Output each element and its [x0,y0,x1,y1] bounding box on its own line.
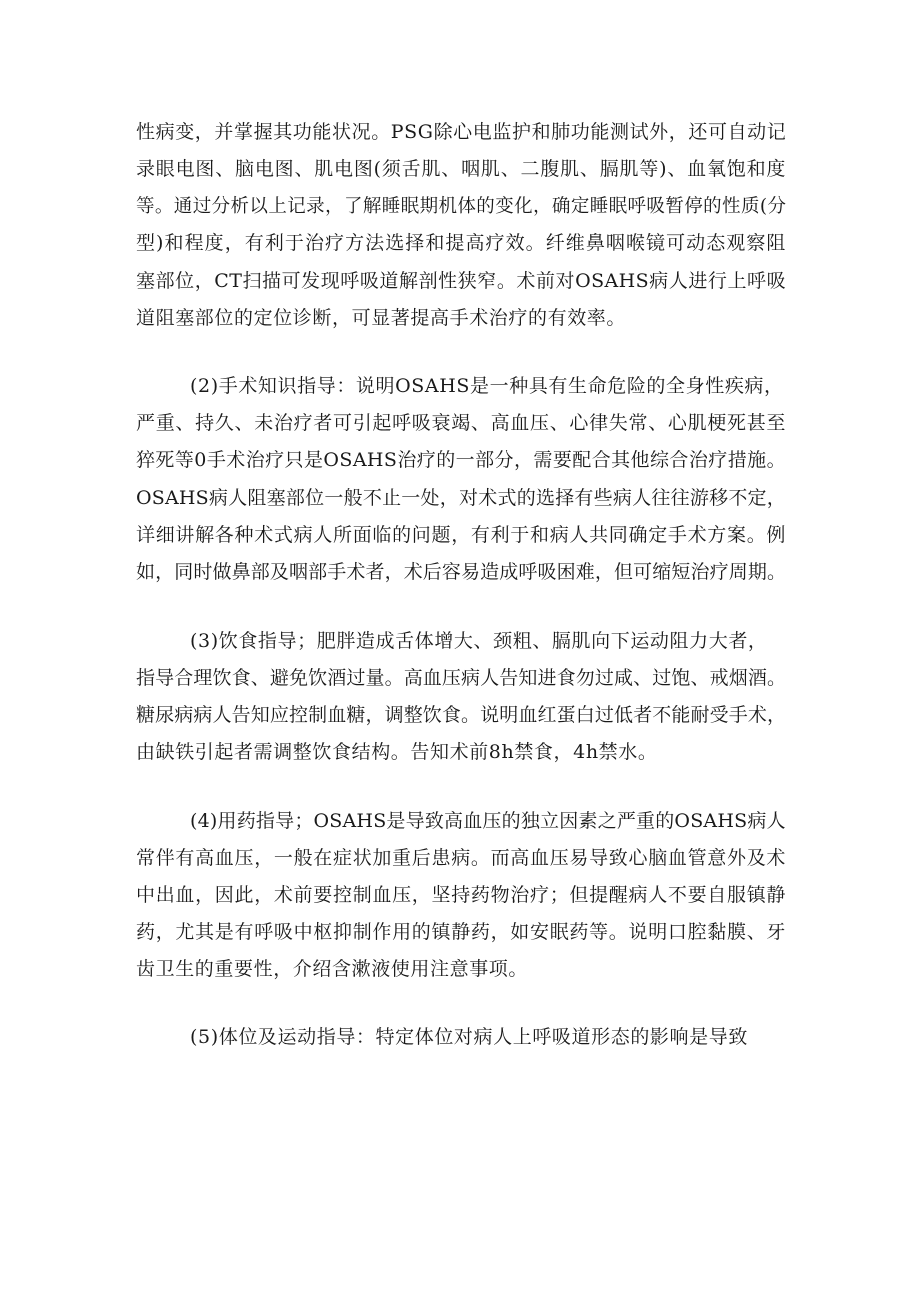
text-line: 齿卫生的重要性，介绍含漱液使用注意事项。 [136,958,529,981]
text-line: (4)用药指导；OSAHS是导致高血压的独立因素之严重的OSAHS病人 [190,810,786,833]
text-line: 录眼电图、脑电图、肌电图(须舌肌、咽肌、二腹肌、膈肌等)、血氧饱和度 [136,158,786,181]
text-line: 型)和程度，有利于治疗方法选择和提高疗效。纤维鼻咽喉镜可动态观察阻 [136,232,786,255]
text-line: (3)饮食指导；肥胖造成舌体增大、颈粗、膈肌向下运动阻力大者， [190,630,768,653]
text-line: 等。通过分析以上记录，了解睡眠期机体的变化，确定睡眠呼吸暂停的性质(分 [136,196,786,218]
text-line: 指导合理饮食、避免饮酒过量。高血压病人告知进食勿过咸、过饱、戒烟酒。 [136,667,786,690]
text-line: 塞部位，CT扫描可发现呼吸道解剖性狭窄。术前对OSAHS病人进行上呼吸 [136,270,786,293]
text-line: 由缺铁引起者需调整饮食结构。告知术前8h禁食，4h禁水。 [136,741,658,764]
text-line: 猝死等0手术治疗只是OSAHS治疗的一部分，需要配合其他综合治疗措施。 [136,449,786,472]
text-line: 如，同时做鼻部及咽部手术者，术后容易造成呼吸困难，但可缩短治疗周期。 [136,561,786,584]
text-line: 常伴有高血压，一般在症状加重后患病。而高血压易导致心脑血管意外及术 [136,847,786,870]
text-line: 性病变，并掌握其功能状况。PSG除心电监护和肺功能测试外，还可自动记 [136,121,787,144]
text-line: (5)体位及运动指导：特定体位对病人上呼吸道形态的影响是导致 [190,1026,748,1049]
text-line: (2)手术知识指导：说明OSAHS是一种具有生命危险的全身性疾病， [190,375,784,398]
text-line: 糖尿病病人告知应控制血糖，调整饮食。说明血红蛋白过低者不能耐受手术， [136,704,786,727]
text-line: OSAHS病人阻塞部位一般不止一处，对术式的选择有些病人往往游移不定， [136,487,786,510]
text-line: 详细讲解各种术式病人所面临的问题，有利于和病人共同确定手术方案。例 [136,524,786,547]
text-line: 严重、持久、未治疗者可引起呼吸衰竭、高血压、心律失常、心肌梗死甚至 [136,412,786,435]
text-line: 药，尤其是有呼吸中枢抑制作用的镇静药，如安眠药等。说明口腔黏膜、牙 [136,921,786,944]
text-line: 道阻塞部位的定位诊断，可显著提高手术治疗的有效率。 [136,307,627,330]
text-line: 中出血，因此，术前要控制血压，坚持药物治疗；但提醒病人不要自服镇静 [136,884,786,907]
